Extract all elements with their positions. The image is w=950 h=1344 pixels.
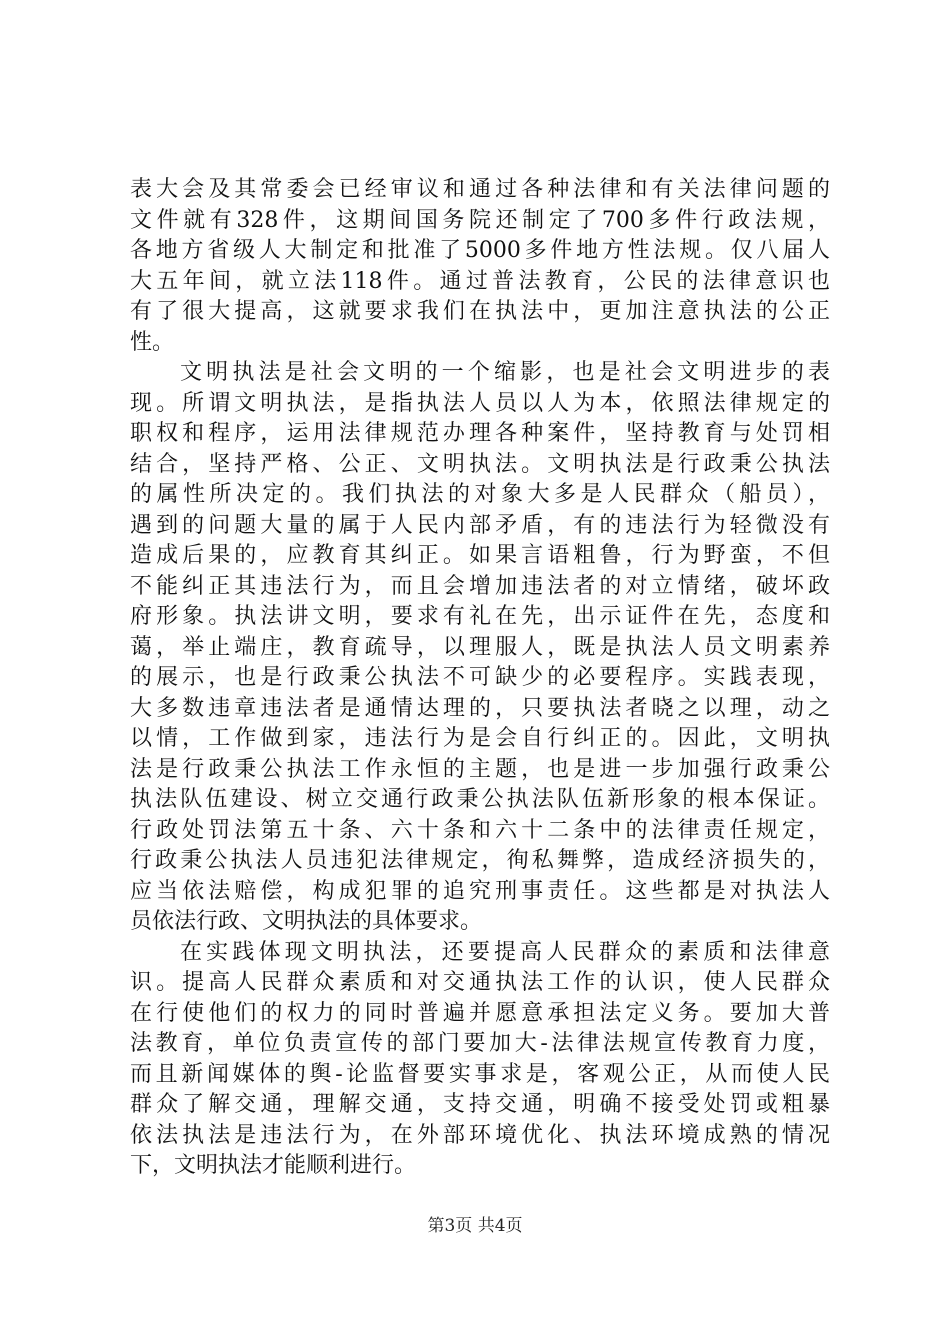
text-line: 在行使他们的权力的同时普遍并愿意承担法定义务。要加大普 (130, 1001, 830, 1026)
paragraph-start-line: 在实践体现文明执法，还要提高人民群众的素质和法律意 (180, 940, 830, 965)
text-line: 结合，坚持严格、公正、文明执法。文明执法是行政秉公执法 (130, 452, 830, 477)
text-line: 执法队伍建设、树立交通行政秉公执法队伍新形象的根本保证。 (130, 787, 830, 812)
text-line: 各地方省级人大制定和批准了5000多件地方性法规。仅八届人 (130, 238, 830, 263)
text-line: 行政秉公执法人员违犯法律规定，徇私舞弊，造成经济损失的， (130, 848, 830, 873)
text-line: 法是行政秉公执法工作永恒的主题，也是进一步加强行政秉公 (130, 757, 830, 782)
text-line: 职权和程序，运用法律规范办理各种案件，坚持教育与处罚相 (130, 421, 830, 446)
text-line: 的属性所决定的。我们执法的对象大多是人民群众（船员）， (130, 482, 830, 507)
text-line: 应当依法赔偿，构成犯罪的追究刑事责任。这些都是对执法人 (130, 879, 830, 904)
text-line: 依法执法是违法行为，在外部环境优化、执法环境成熟的情况 (130, 1123, 830, 1148)
text-line: 而且新闻媒体的舆-论监督要实事求是，客观公正，从而使人民 (130, 1062, 830, 1087)
text-line: 文件就有328件，这期间国务院还制定了700多件行政法规， (130, 208, 830, 233)
page-number-footer: 第3页 共4页 (427, 1216, 523, 1236)
text-line: 遇到的问题大量的属于人民内部矛盾，有的违法行为轻微没有 (130, 513, 830, 538)
text-line: 以情，工作做到家，违法行为是会自行纠正的。因此，文明执 (130, 726, 830, 751)
text-line: 大多数违章违法者是通情达理的，只要执法者晓之以理，动之 (130, 696, 830, 721)
text-line: 员依法行政、文明执法的具体要求。 (130, 909, 483, 934)
text-line: 群众了解交通，理解交通，支持交通，明确不接受处罚或粗暴 (130, 1092, 830, 1117)
text-line: 性。 (130, 330, 175, 355)
text-line: 造成后果的，应教育其纠正。如果言语粗鲁，行为野蛮，不但 (130, 543, 830, 568)
text-line: 现。所谓文明执法，是指执法人员以人为本，依照法律规定的 (130, 391, 830, 416)
text-line: 府形象。执法讲文明，要求有礼在先，出示证件在先，态度和 (130, 604, 830, 629)
text-line: 识。提高人民群众素质和对交通执法工作的认识，使人民群众 (130, 970, 830, 995)
text-line: 下，文明执法才能顺利进行。 (130, 1153, 417, 1178)
text-line: 法教育，单位负责宣传的部门要加大-法律法规宣传教育力度， (130, 1031, 830, 1056)
text-line: 不能纠正其违法行为，而且会增加违法者的对立情绪，破坏政 (130, 574, 830, 599)
paragraph-start-line: 文明执法是社会文明的一个缩影，也是社会文明进步的表 (180, 360, 830, 385)
text-line: 表大会及其常委会已经审议和通过各种法律和有关法律问题的 (130, 177, 830, 202)
text-line: 大五年间，就立法118件。通过普法教育，公民的法律意识也 (130, 269, 830, 294)
text-line: 的展示，也是行政秉公执法不可缺少的必要程序。实践表现， (130, 665, 830, 690)
text-line: 行政处罚法第五十条、六十条和六十二条中的法律责任规定， (130, 818, 830, 843)
text-line: 蔼，举止端庄，教育疏导，以理服人，既是执法人员文明素养 (130, 635, 830, 660)
text-line: 有了很大提高，这就要求我们在执法中，更加注意执法的公正 (130, 299, 830, 324)
